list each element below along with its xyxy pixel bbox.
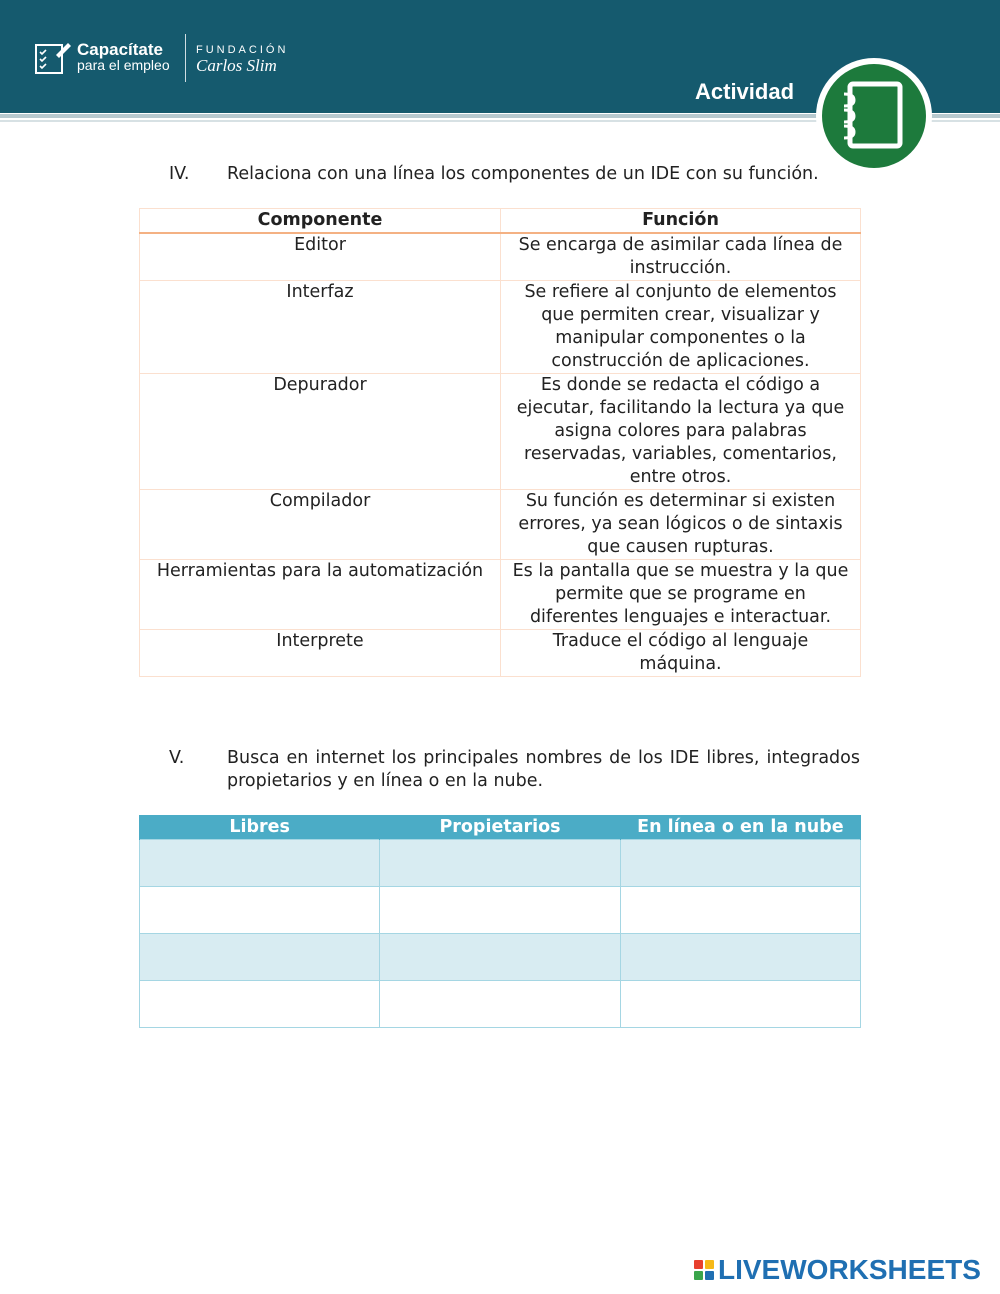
column-header-free: Libres	[140, 815, 380, 840]
answer-cell[interactable]	[620, 840, 860, 887]
table-row	[140, 887, 861, 934]
liveworksheets-brand: LIVEWORKSHEETS	[718, 1254, 981, 1285]
foundation-label: FUNDACIÓN	[196, 44, 289, 56]
question-number: V.	[169, 748, 185, 768]
answer-cell[interactable]	[380, 840, 621, 887]
answer-cell[interactable]	[620, 887, 860, 934]
table-row	[140, 233, 861, 281]
question-text: Busca en internet los principales nombres de los IDE libres, integrados propietarios y en línea o en la nube.	[227, 748, 860, 791]
component-cell: Herramientas para la automatización	[140, 560, 501, 630]
column-header-proprietary: Propietarios	[380, 815, 621, 840]
notebook-badge-icon	[814, 56, 934, 176]
table-row	[140, 840, 861, 887]
answer-cell[interactable]	[380, 934, 621, 981]
logo-title: Capacítate	[77, 40, 163, 59]
answer-cell[interactable]	[620, 934, 860, 981]
component-cell: Depurador	[140, 374, 501, 490]
logo-divider	[185, 34, 186, 82]
question-text: Relaciona con una línea los componentes de un IDE con su función.	[227, 164, 819, 184]
function-cell: Es la pantalla que se muestra y la que permite que se programe en diferentes lenguajes e interactuar.	[501, 560, 861, 630]
table-row	[140, 934, 861, 981]
component-cell: Interprete	[140, 630, 501, 677]
table-row	[140, 374, 861, 490]
table-row	[140, 630, 861, 677]
liveworksheets-blocks-icon	[694, 1260, 714, 1280]
ide-names-table	[139, 815, 861, 1028]
liveworksheets-logo	[694, 1254, 981, 1286]
table-row	[140, 560, 861, 630]
foundation-name: Carlos Slim	[196, 56, 277, 75]
component-cell: Compilador	[140, 490, 501, 560]
table-row	[140, 281, 861, 374]
answer-cell[interactable]	[140, 981, 380, 1028]
function-cell: Es donde se redacta el código a ejecutar, facilitando la lectura ya que asigna colores para palabras reservadas, variables, comentarios, entre otros.	[501, 374, 861, 490]
ide-components-table	[139, 208, 861, 677]
component-cell: Interfaz	[140, 281, 501, 374]
organization-logo	[34, 38, 289, 78]
table-row	[140, 490, 861, 560]
answer-cell[interactable]	[140, 934, 380, 981]
function-cell: Traduce el código al lenguaje máquina.	[501, 630, 861, 677]
answer-cell[interactable]	[380, 887, 621, 934]
column-header-online: En línea o en la nube	[620, 815, 860, 840]
logo-subtitle: para el empleo	[77, 57, 170, 73]
component-cell: Editor	[140, 233, 501, 281]
answer-cell[interactable]	[620, 981, 860, 1028]
column-header-function: Función	[501, 209, 861, 234]
answer-cell[interactable]	[140, 887, 380, 934]
question-v	[169, 747, 860, 795]
function-cell: Se refiere al conjunto de elementos que permiten crear, visualizar y manipular componentes o la construcción de aplicaciones.	[501, 281, 861, 374]
column-header-component: Componente	[140, 209, 501, 234]
question-number: IV.	[169, 164, 190, 184]
activity-label: Actividad	[695, 79, 795, 104]
function-cell: Se encarga de asimilar cada línea de instrucción.	[501, 233, 861, 281]
function-cell: Su función es determinar si existen errores, ya sean lógicos o de sintaxis que causen rupturas.	[501, 490, 861, 560]
answer-cell[interactable]	[380, 981, 621, 1028]
answer-cell[interactable]	[140, 840, 380, 887]
checklist-icon	[34, 41, 72, 75]
table-row	[140, 981, 861, 1028]
